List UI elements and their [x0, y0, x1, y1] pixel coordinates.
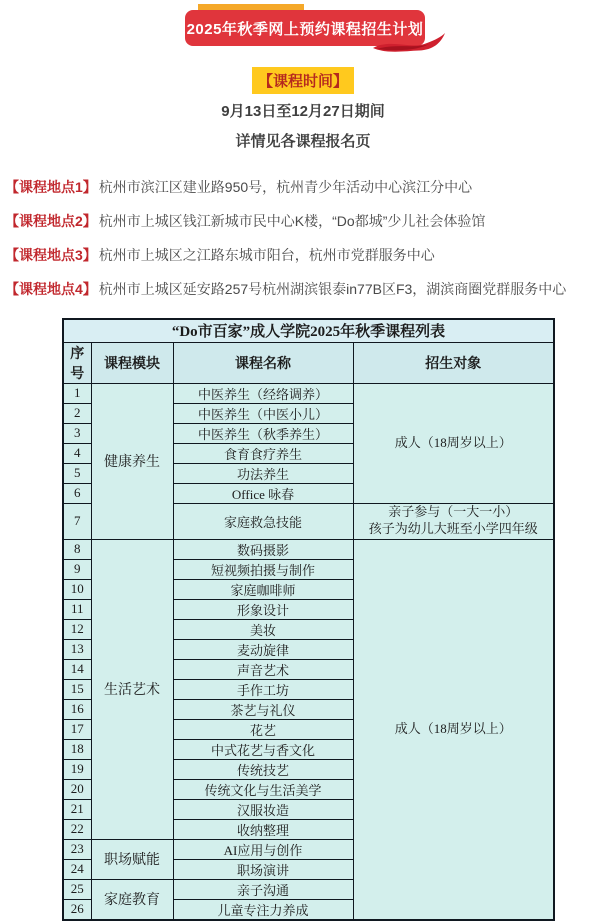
location-text: 杭州市上城区延安路257号杭州湖滨银泰in77B区F3，湖滨商圈党群服务中心: [98, 281, 567, 297]
table-title: “Do市百家”成人学院2025年秋季课程列表: [63, 319, 554, 342]
header-课程模块: 课程模块: [91, 342, 173, 383]
course-name-cell: 短视频拍摄与制作: [173, 559, 353, 579]
course-name-cell: 美妆: [173, 619, 353, 639]
course-name-cell: AI应用与创作: [173, 839, 353, 859]
course-name-cell: 声音艺术: [173, 659, 353, 679]
row-number-cell: 16: [63, 699, 91, 719]
row-number-cell: 18: [63, 739, 91, 759]
row-number-cell: 12: [63, 619, 91, 639]
course-name-cell: 汉服妆造: [173, 799, 353, 819]
course-name-cell: 麦动旋律: [173, 639, 353, 659]
location-item: [5, 204, 601, 238]
row-number-cell: 3: [63, 423, 91, 443]
header-课程名称: 课程名称: [173, 342, 353, 383]
row-number-cell: 26: [63, 899, 91, 920]
location-text: 杭州市上城区之江路东城市阳台，杭州市党群服务中心: [98, 247, 435, 263]
banner-title: 2025年秋季网上预约课程招生计划: [186, 20, 424, 38]
table-header-row: [63, 342, 554, 383]
banner: [185, 10, 425, 46]
location-item: [5, 238, 601, 272]
module-cell: 生活艺术: [91, 539, 173, 839]
course-name-cell: 中医养生（经络调养）: [173, 383, 353, 403]
row-number-cell: 24: [63, 859, 91, 879]
row-number-cell: 21: [63, 799, 91, 819]
row-number-cell: 20: [63, 779, 91, 799]
location-text: 杭州市滨江区建业路950号，杭州青少年活动中心滨江分中心: [98, 179, 473, 195]
row-number-cell: 9: [63, 559, 91, 579]
course-name-cell: 功法养生: [173, 463, 353, 483]
location-text: 杭州市上城区钱江新城市民中心K楼，“Do都城”少儿社会体验馆: [98, 213, 486, 229]
course-name-cell: 数码摄影: [173, 539, 353, 559]
location-label: 【课程地点1】: [5, 179, 97, 195]
course-table-body: [63, 383, 554, 920]
schedule-heading: 【课程时间】: [252, 67, 354, 94]
row-number-cell: 11: [63, 599, 91, 619]
course-name-cell: 中医养生（秋季养生）: [173, 423, 353, 443]
course-name-cell: 手作工坊: [173, 679, 353, 699]
audience-cell: 成人（18周岁以上）: [353, 539, 554, 920]
course-name-cell: 茶艺与礼仪: [173, 699, 353, 719]
location-label: 【课程地点2】: [5, 213, 97, 229]
row-number-cell: 8: [63, 539, 91, 559]
row-number-cell: 23: [63, 839, 91, 859]
course-name-cell: 儿童专注力养成: [173, 899, 353, 920]
course-name-cell: 花艺: [173, 719, 353, 739]
course-name-cell: 家庭救急技能: [173, 503, 353, 539]
course-name-cell: 职场演讲: [173, 859, 353, 879]
header-序号: 序号: [63, 342, 91, 383]
course-name-cell: 收纳整理: [173, 819, 353, 839]
course-name-cell: 中式花艺与香文化: [173, 739, 353, 759]
row-number-cell: 5: [63, 463, 91, 483]
row-number-cell: 15: [63, 679, 91, 699]
location-item: [5, 170, 601, 204]
row-number-cell: 7: [63, 503, 91, 539]
row-number-cell: 2: [63, 403, 91, 423]
ribbon-swoosh-icon: [371, 32, 447, 56]
row-number-cell: 14: [63, 659, 91, 679]
course-name-cell: 亲子沟通: [173, 879, 353, 899]
row-number-cell: 6: [63, 483, 91, 503]
course-name-cell: 食育食疗养生: [173, 443, 353, 463]
course-table: [62, 318, 555, 921]
row-number-cell: 25: [63, 879, 91, 899]
audience-cell: 成人（18周岁以上）: [353, 383, 554, 503]
row-number-cell: 4: [63, 443, 91, 463]
module-cell: 家庭教育: [91, 879, 173, 920]
schedule-heading-row: [0, 67, 606, 94]
course-name-cell: 家庭咖啡师: [173, 579, 353, 599]
course-name-cell: 传统技艺: [173, 759, 353, 779]
module-cell: 健康养生: [91, 383, 173, 539]
row-number-cell: 22: [63, 819, 91, 839]
table-row: [63, 539, 554, 559]
location-item: [5, 272, 601, 306]
row-number-cell: 13: [63, 639, 91, 659]
row-number-cell: 10: [63, 579, 91, 599]
schedule-dates: 9月13日至12月27日期间: [221, 103, 385, 120]
table-row: [63, 383, 554, 403]
schedule-note: 详情见各课程报名页: [235, 133, 371, 150]
row-number-cell: 17: [63, 719, 91, 739]
row-number-cell: 1: [63, 383, 91, 403]
audience-cell: 亲子参与（一大一小） 孩子为幼儿大班至小学四年级: [353, 503, 554, 539]
location-list: [5, 170, 601, 306]
header-招生对象: 招生对象: [353, 342, 554, 383]
course-name-cell: 形象设计: [173, 599, 353, 619]
course-name-cell: 传统文化与生活美学: [173, 779, 353, 799]
location-label: 【课程地点3】: [5, 247, 97, 263]
course-name-cell: Office 咏春: [173, 483, 353, 503]
location-label: 【课程地点4】: [5, 281, 97, 297]
course-name-cell: 中医养生（中医小儿）: [173, 403, 353, 423]
row-number-cell: 19: [63, 759, 91, 779]
table-title-row: [63, 319, 554, 342]
module-cell: 职场赋能: [91, 839, 173, 879]
